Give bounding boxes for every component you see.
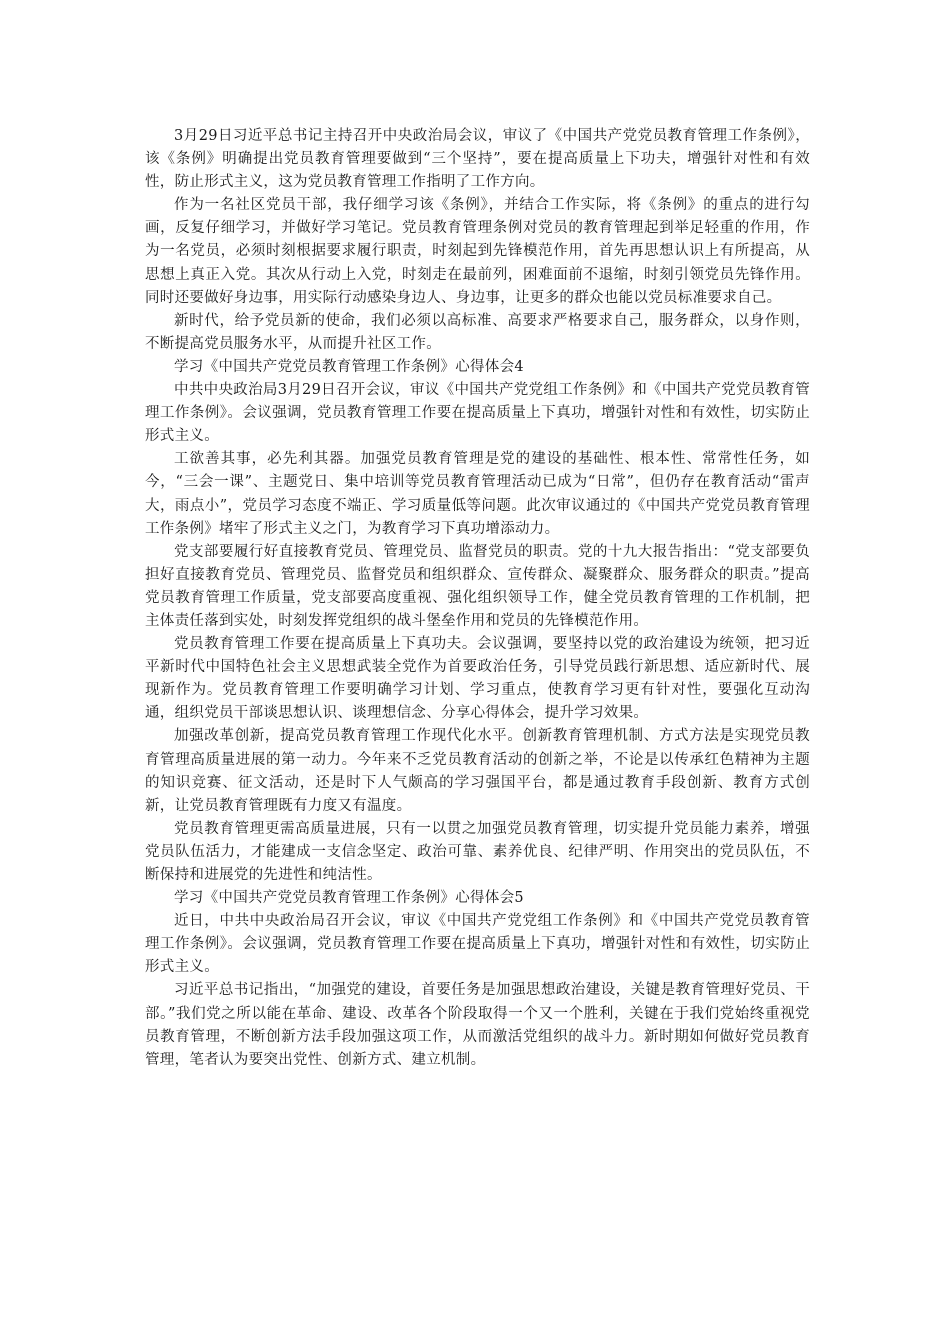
paragraph-7: 党支部要履行好直接教育党员、管理党员、监督党员的职责。党的十九大报告指出：“党支部要负担好直接教育党员、管理党员、监督党员和组织群众、宣传群众、凝聚群众、服务群众的职责。”提高党员教育管理工作质量，党支部要高度重视、强化组织领导工作，健全党员教育管理的工作机制，把主体责任落到实处，时刻发挥党组织的战斗堡垒作用和党员的先锋模范作用。 (145, 543, 810, 629)
paragraph-12: 近日，中共中央政治局召开会议，审议《中国共产党党组工作条例》和《中国共产党党员教育管理工作条例》。会议强调，党员教育管理工作要在提高质量上下真功，增强针对性和有效性，切实防止形式主义。 (145, 913, 810, 976)
paragraph-10: 党员教育管理更需高质量进展，只有一以贯之加强党员教育管理，切实提升党员能力素养，增强党员队伍活力，才能建成一支信念坚定、政治可靠、素养优良、纪律严明、作用突出的党员队伍，不断保持和进展党的先进性和纯洁性。 (145, 820, 810, 883)
paragraph-3: 新时代，给予党员新的使命，我们必须以高标准、高要求严格要求自己，服务群众，以身作则，不断提高党员服务水平，从而提升社区工作。 (145, 312, 810, 352)
section-heading-5: 学习《中国共产党党员教育管理工作条例》心得体会5 (174, 890, 524, 907)
paragraph-6: 工欲善其事，必先利其器。加强党员教育管理是党的建设的基础性、根本性、常常性任务，如今，“三会一课”、主题党日、集中培训等党员教育管理活动已成为“日常”，但仍存在教育活动“雷声大，雨点小”，党员学习态度不端正、学习质量低等问题。此次审议通过的《中国共产党党员教育管理工作条例》堵牢了形式主义之门，为教育学习下真功增添动力。 (145, 451, 810, 537)
paragraph-5: 中共中央政治局3月29日召开会议，审议《中国共产党党组工作条例》和《中国共产党党员教育管理工作条例》。会议强调，党员教育管理工作要在提高质量上下真功，增强针对性和有效性，切实防止形式主义。 (145, 382, 810, 445)
paragraph-13: 习近平总书记指出，“加强党的建设，首要任务是加强思想政治建设，关键是教育管理好党员、干部。”我们党之所以能在革命、建设、改革各个阶段取得一个又一个胜利，关键在于我们党始终重视党员教育管理，不断创新方法手段加强这项工作，从而激活党组织的战斗力。新时期如何做好党员教育管理，笔者认为要突出党性、创新方式、建立机制。 (145, 982, 810, 1068)
paragraph-9: 加强改革创新，提高党员教育管理工作现代化水平。创新教育管理机制、方式方法是实现党员教育管理高质量进展的第一动力。今年来不乏党员教育活动的创新之举，不论是以传承红色精神为主题的知识竞赛、征文活动，还是时下人气颇高的学习强国平台，都是通过教育手段创新、教育方式创新，让党员教育管理既有力度又有温度。 (145, 728, 810, 814)
section-heading-4: 学习《中国共产党党员教育管理工作条例》心得体会4 (174, 358, 524, 375)
paragraph-1: 3月29日习近平总书记主持召开中央政治局会议，审议了《中国共产党党员教育管理工作条例》，该《条例》明确提出党员教育管理要做到“三个坚持”，要在提高质量上下功夫，增强针对性和有效性，防止形式主义，这为党员教育管理工作指明了工作方向。 (145, 128, 810, 191)
document-body (145, 125, 810, 1072)
paragraph-8: 党员教育管理工作要在提高质量上下真功夫。会议强调，要坚持以党的政治建设为统领，把习近平新时代中国特色社会主义思想武装全党作为首要政治任务，引导党员践行新思想、适应新时代、展现新作为。党员教育管理工作要明确学习计划、学习重点，使教育学习更有针对性，要强化互动沟通，组织党员干部谈思想认识、谈理想信念、分享心得体会，提升学习效果。 (145, 636, 810, 722)
paragraph-2: 作为一名社区党员干部，我仔细学习该《条例》，并结合工作实际，将《条例》的重点的进行勾画，反复仔细学习，并做好学习笔记。党员教育管理条例对党员的教育管理起到举足轻重的作用，作为一名党员，必须时刻根据要求履行职责，时刻起到先锋模范作用，首先再思想认识上有所提高，从思想上真正入党。其次从行动上入党，时刻走在最前列，困难面前不退缩，时刻引领党员先锋作用。同时还要做好身边事，用实际行动感染身边人、身边事，让更多的群众也能以党员标准要求自己。 (145, 197, 810, 306)
